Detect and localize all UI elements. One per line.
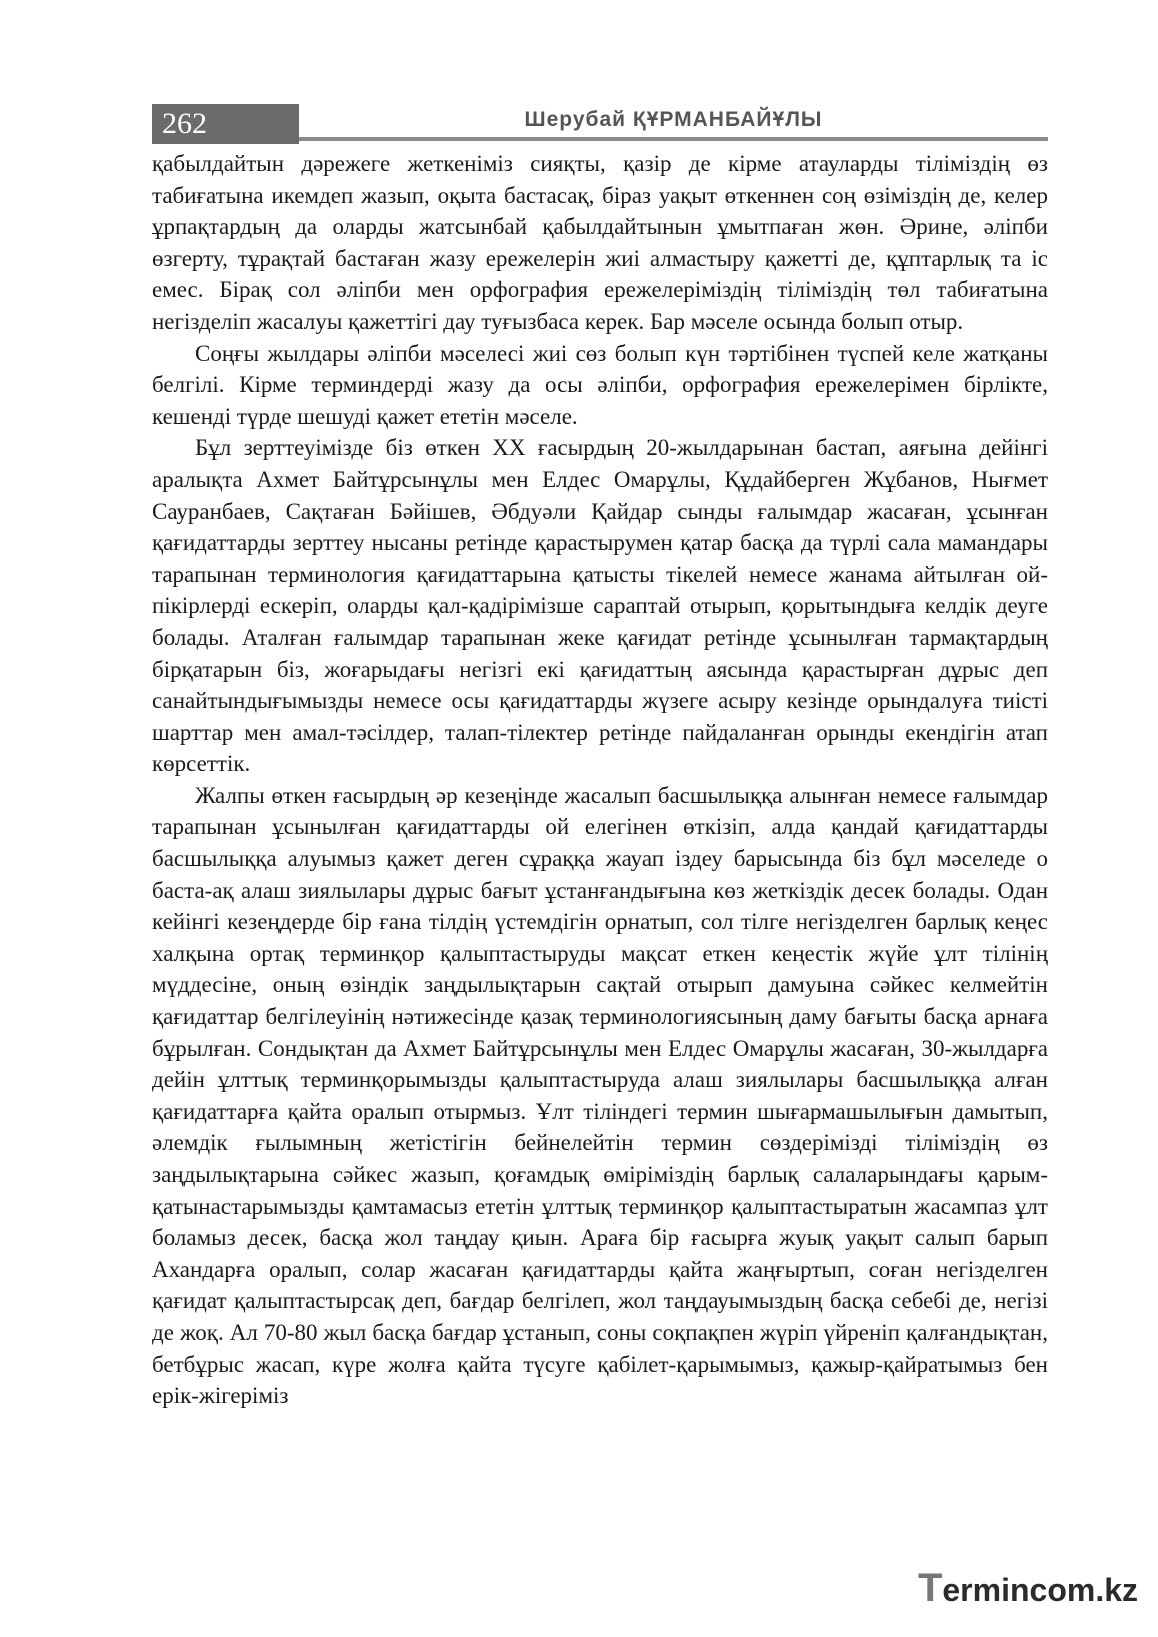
page-number: 262	[152, 104, 299, 144]
paragraph-1: қабылдайтын дәрежеге жеткеніміз сияқты, қазір де кірме атауларды тіліміздің өз табиғатына икемдеп жазып, оқыта бастасақ, біраз уақыт өткеннен соң өзіміздің де, келер ұрпақтардың да оларды жатсынбай қабылдайтынын ұмытпаған жөн. Әрине, әліпби өзгерту, тұрақтай бастаған жазу ережелерін жиі алмастыру қажетті де, құптарлық та іс емес. Бірақ сол әліпби мен орфография ережелеріміздің тіліміздің төл табиғатына негізделіп жасалуы қажеттігі дау туғызбаса керек. Бар мәселе осында болып отыр.	[152, 151, 1048, 334]
watermark-initial: T	[917, 1566, 943, 1610]
paragraph-4: Жалпы өткен ғасырдың әр кезеңінде жасалып басшылыққа алынған немесе ғалымдар тарапынан ұсынылған қағидаттарды ой елегінен өткізіп, алда қандай қағидаттарды басшылыққа алуымыз қажет деген сұраққа жауап іздеу барысында біз бұл мәселеде о баста-ақ алаш зиялылары дұрыс бағыт ұстанғандығына көз жеткіздік десек болады. Одан кейінгі кезеңдерде бір ғана тілдің үстемдігін орнатып, сол тілге негізделген барлық кеңес халқына ортақ терминқор қалыптастыруды мақсат еткен кеңестік жүйе ұлт тілінің мүддесіне, оның өзіндік заңдылықтарын сақтай отырып дамуына сәйкес келмейтін қағидаттар белгілеуінің нәтижесінде қазақ терминологиясының даму бағыты басқа арнаға бұрылған. Сондықтан да Ахмет Байтұрсынұлы мен Елдес Омарұлы жасаған, 30-жылдарға дейін ұлттық терминқорымызды қалыптастыруда алаш зиялылары басшылыққа алған қағидаттарға қайта оралып отырмыз. Ұлт тіліндегі термин шығармашылығын дамытып, әлемдік ғылымның жетістігін бейнелейтін термин сөздерімізді тіліміздің өз заңдылықтарына сәйкес жазып, қоғамдық өміріміздің барлық салаларындағы қарым-қатынастарымызды қамтамасыз ететін ұлттық терминқор қалыптастыратын жасампаз ұлт боламыз десек, басқа жол таңдау қиын. Араға бір ғасырға жуық уақыт салып барып Ахандарға оралып, солар жасаған қағидаттарды қайта жаңғыртып, соған негізделген қағидат қалыптастырсақ деп, бағдар белгілеп, жол таңдауымыздың басқа себебі де, негізі де жоқ. Ал 70-80 жыл басқа бағдар ұстанып, соны соқпақпен жүріп үйреніп қалғандықтан, бетбұрыс жасап, күре жолға қайта түсуге қабілет-қарымымыз, қажыр-қайратымыз бен ерік-жігеріміз	[152, 782, 1048, 1409]
paragraph-2: Соңғы жылдары әліпби мәселесі жиі сөз болып күн тәртібінен түспей келе жатқаны белгілі. Кірме терминдерді жазу да осы әліпби, орфография ережелерімен бірлікте, кешенді түрде шешуді қажет ететін мәселе.	[152, 340, 1048, 429]
body-text	[152, 148, 1048, 1412]
running-header	[152, 104, 1048, 144]
header-rule	[299, 137, 1048, 141]
watermark-text: ermincom.kz	[942, 1572, 1138, 1608]
paragraph-3: Бұл зерттеуімізде біз өткен ХХ ғасырдың 20-жылдарынан бастап, аяғына дейінгі аралықта Ахмет Байтұрсынұлы мен Елдес Омарұлы, Құдайберген Жұбанов, Нығмет Сауранбаев, Сақтаған Бәйішев, Әбдуәли Қайдар сынды ғалымдар жасаған, ұсынған қағидаттарды зерттеу нысаны ретінде қарастырумен қатар басқа да түрлі сала мамандары тарапынан терминология қағидаттарына қатысты тікелей немесе жанама айтылған ой-пікірлерді ескеріп, оларды қал-қадірімізше сараптай отырып, қорытындыға келдік деуге болады. Аталған ғалымдар тарапынан жеке қағидат ретінде ұсынылған тармақтардың бірқатарын біз, жоғарыдағы негізгі екі қағидаттың аясында қарастырған дұрыс деп санайтындығымызды немесе осы қағидаттарды жүзеге асыру кезінде орындалуға тиісті шарттар мен амал-тәсілдер, талап-тілектер ретінде пайдаланған орынды екендігін атап көрсеттік.	[152, 435, 1048, 777]
site-watermark	[918, 1566, 1138, 1611]
running-title: Шерубай ҚҰРМАНБАЙҰЛЫ	[524, 108, 823, 131]
